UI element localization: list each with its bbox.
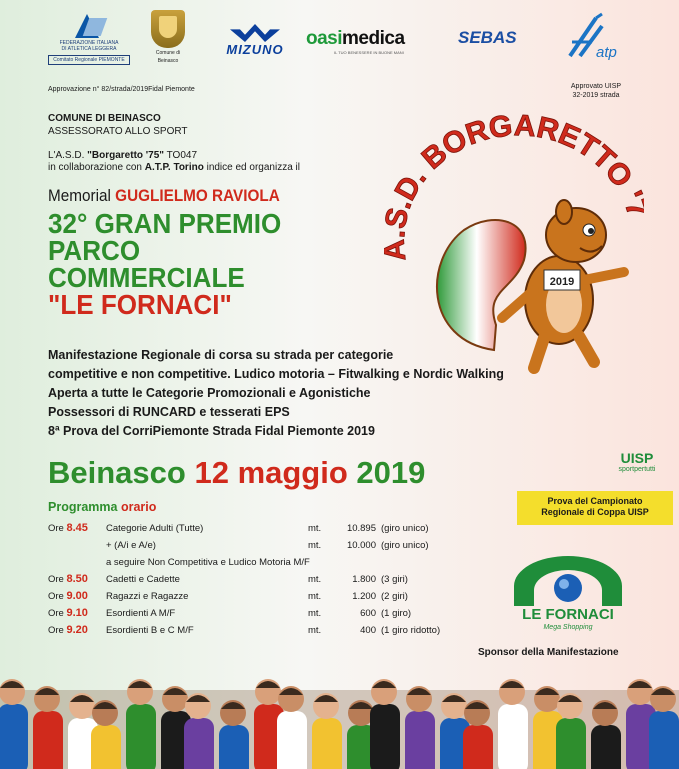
schedule-distance: 1.800: [352, 574, 376, 585]
comune-name: COMUNE DI BEINASCO: [48, 113, 161, 124]
schedule-row: [48, 622, 468, 639]
schedule-row: [48, 520, 468, 537]
sebas-wordmark: SEBAS: [458, 28, 517, 47]
uisp-championship-badge: [517, 491, 673, 525]
sponsor-caption: Sponsor della Manifestazione: [478, 647, 619, 658]
mascot-arc-text: .D. BORGARETTO: [384, 110, 639, 213]
schedule-laps: (giro unico): [381, 523, 429, 534]
schedule-distance: 10.000: [346, 540, 376, 551]
desc-line: Aperta a tutte le Categorie Promozionali e Agonistiche: [48, 386, 371, 400]
fornaci-arch-icon: [508, 556, 628, 608]
mizuno-logo: [212, 22, 298, 57]
schedule-laps: (3 giri): [381, 574, 408, 585]
memorial-line: [48, 186, 280, 206]
uisp-box-line1: Prova del Campionato: [547, 496, 643, 506]
schedule-time: Ore 8.50: [48, 573, 88, 585]
schedule-time: Ore 9.10: [48, 607, 88, 619]
date-place: Beinasco: [48, 455, 186, 490]
date-day: 12 maggio: [194, 455, 348, 490]
runner-figure: [498, 679, 528, 769]
schedule-distance: 600: [360, 608, 376, 619]
comune-logo: [144, 10, 192, 64]
schedule-time: Ore 9.00: [48, 590, 88, 602]
schedule-mt: mt.: [308, 574, 322, 585]
desc-line: competitive e non competitive. Ludico motoria – Fitwalking e Nordic Walking: [48, 367, 504, 381]
schedule-mt: mt.: [308, 523, 322, 534]
runners-crowd-image: [0, 660, 679, 769]
comune-logo-line2: Beinasco: [157, 58, 179, 64]
schedule-category: a seguire Non Competitiva e Ludico Motoria M/F: [106, 557, 310, 568]
schedule-laps: (1 giro ridotto): [381, 625, 441, 636]
mizuno-runbird-icon: [212, 22, 298, 44]
date-year: 2019: [356, 455, 426, 490]
uisp-wordmark: UISP: [620, 450, 654, 466]
schedule-mt: mt.: [308, 540, 322, 551]
assessorato: ASSESSORATO ALLO SPORT: [48, 126, 188, 137]
schedule-row: [48, 605, 468, 622]
runner-figure: [33, 686, 63, 769]
runner-figure: [463, 700, 493, 769]
comune-shield-icon: [151, 10, 185, 48]
programma-label: Programma: [48, 500, 118, 514]
borgaretto-mascot-logo: [384, 110, 644, 375]
uisp-approval-line2: 32-2019 strada: [572, 92, 620, 99]
title-line4: "LE FORNACI": [48, 289, 232, 320]
memorial-name: GUGLIELMO RAVIOLA: [115, 186, 280, 205]
schedule-laps: (giro unico): [381, 540, 429, 551]
event-date: [48, 455, 425, 491]
fornaci-name: LE FORNACI: [522, 606, 614, 623]
schedule-category: Cadetti e Cadette: [106, 574, 180, 585]
runner-figure: [405, 686, 435, 769]
runner-figure: [219, 700, 249, 769]
le-fornaci-logo: [508, 556, 628, 640]
atp-logo: [566, 12, 628, 70]
schedule-category: Categorie Adulti (Tutte): [106, 523, 204, 534]
asd-code: TO047: [164, 150, 198, 161]
memorial-prefix: Memorial: [48, 186, 116, 205]
fidal-approval: Approvazione n° 82/strada/2019Fidal Piemonte: [48, 86, 195, 93]
schedule-row: [48, 537, 468, 554]
oasimedica-tagline: IL TUO BENESSERE IN BUONE MANI: [334, 50, 404, 55]
schedule-time: Ore 9.20: [48, 624, 88, 636]
event-title: [48, 210, 355, 318]
uisp-approval-line1: Approvato UISP: [570, 83, 622, 90]
mascot-bib-year: 2019: [549, 276, 575, 288]
collab-suffix: indice ed organizza il: [203, 162, 300, 173]
uisp-logo: [606, 450, 668, 473]
fidal-name-line2: DI ATLETICA LEGGERA: [61, 46, 117, 52]
schedule-category: + (A/i e A/e): [106, 540, 156, 551]
oasi-suffix: medica: [342, 28, 405, 49]
organizer-comune: [48, 112, 188, 138]
desc-line: 8ª Prova del CorriPiemonte Strada Fidal Piemonte 2019: [48, 424, 375, 438]
orario-label: orario: [117, 500, 157, 514]
collab-name: A.T.P. Torino: [144, 162, 204, 173]
schedule-mt: mt.: [308, 608, 322, 619]
runner-figure: [184, 693, 214, 769]
oasi-prefix: oasi: [306, 28, 343, 49]
schedule-category: Ragazzi e Ragazze: [106, 591, 189, 602]
desc-line: Possessori di RUNCARD e tesserati EPS: [48, 405, 290, 419]
runners-photo: [0, 660, 679, 769]
runner-figure: [91, 700, 121, 769]
mizuno-wordmark: MIZUNO: [226, 42, 284, 57]
uisp-box-line2: Regionale di Coppa UISP: [541, 507, 649, 517]
event-description: [48, 346, 648, 441]
title-line3: COMMERCIALE: [48, 262, 245, 293]
schedule-distance: 10.895: [346, 523, 376, 534]
oasimedica-wordmark: [306, 28, 446, 50]
schedule-table: [48, 520, 468, 639]
fidal-committee: Comitato Regionale PIEMONTE: [48, 55, 130, 65]
atp-wordmark: atp: [596, 44, 617, 61]
runner-figure: [277, 686, 307, 769]
fidal-emblem-icon: [72, 12, 106, 40]
asd-intro: [48, 150, 300, 174]
sebas-logo: [458, 28, 554, 48]
schedule-category: Esordienti B e C M/F: [106, 625, 194, 636]
uisp-approval: [561, 82, 631, 100]
title-line1: 32° GRAN PREMIO: [48, 208, 282, 239]
fornaci-tagline: Mega Shopping: [543, 624, 593, 631]
schedule-mt: mt.: [308, 625, 322, 636]
schedule-time: Ore 8.45: [48, 522, 88, 534]
schedule-distance: 400: [360, 625, 376, 636]
runner-figure: [649, 686, 679, 769]
fidal-name-line1: FEDERAZIONE ITALIANA: [59, 40, 119, 46]
asd-prefix: L'A.S.D.: [48, 150, 88, 161]
schedule-row: [48, 554, 468, 571]
runner-figure: [556, 693, 586, 769]
schedule-distance: 1.200: [352, 591, 376, 602]
collab-prefix: in collaborazione con: [48, 162, 145, 173]
uisp-tagline: sportpertutti: [618, 466, 656, 473]
schedule-row: [48, 571, 468, 588]
comune-logo-line1: Comune di: [155, 50, 181, 56]
asd-name: "Borgaretto '75": [87, 150, 165, 161]
desc-line: Manifestazione Regionale di corsa su strada per categorie: [48, 348, 394, 362]
runner-figure: [126, 679, 156, 769]
squirrel-mascot-icon: [384, 110, 644, 375]
oasimedica-logo: [306, 28, 446, 55]
schedule-laps: (1 giro): [381, 608, 412, 619]
schedule-category: Esordienti A M/F: [106, 608, 176, 619]
schedule-row: [48, 588, 468, 605]
runner-figure: [312, 693, 342, 769]
programma-heading: [48, 500, 156, 514]
title-line2: PARCO: [48, 235, 141, 266]
runner-figure: [370, 679, 400, 769]
schedule-mt: mt.: [308, 591, 322, 602]
runner-figure: [0, 679, 28, 769]
schedule-laps: (2 giri): [381, 591, 408, 602]
runner-figure: [591, 700, 621, 769]
fidal-logo: [48, 12, 130, 65]
